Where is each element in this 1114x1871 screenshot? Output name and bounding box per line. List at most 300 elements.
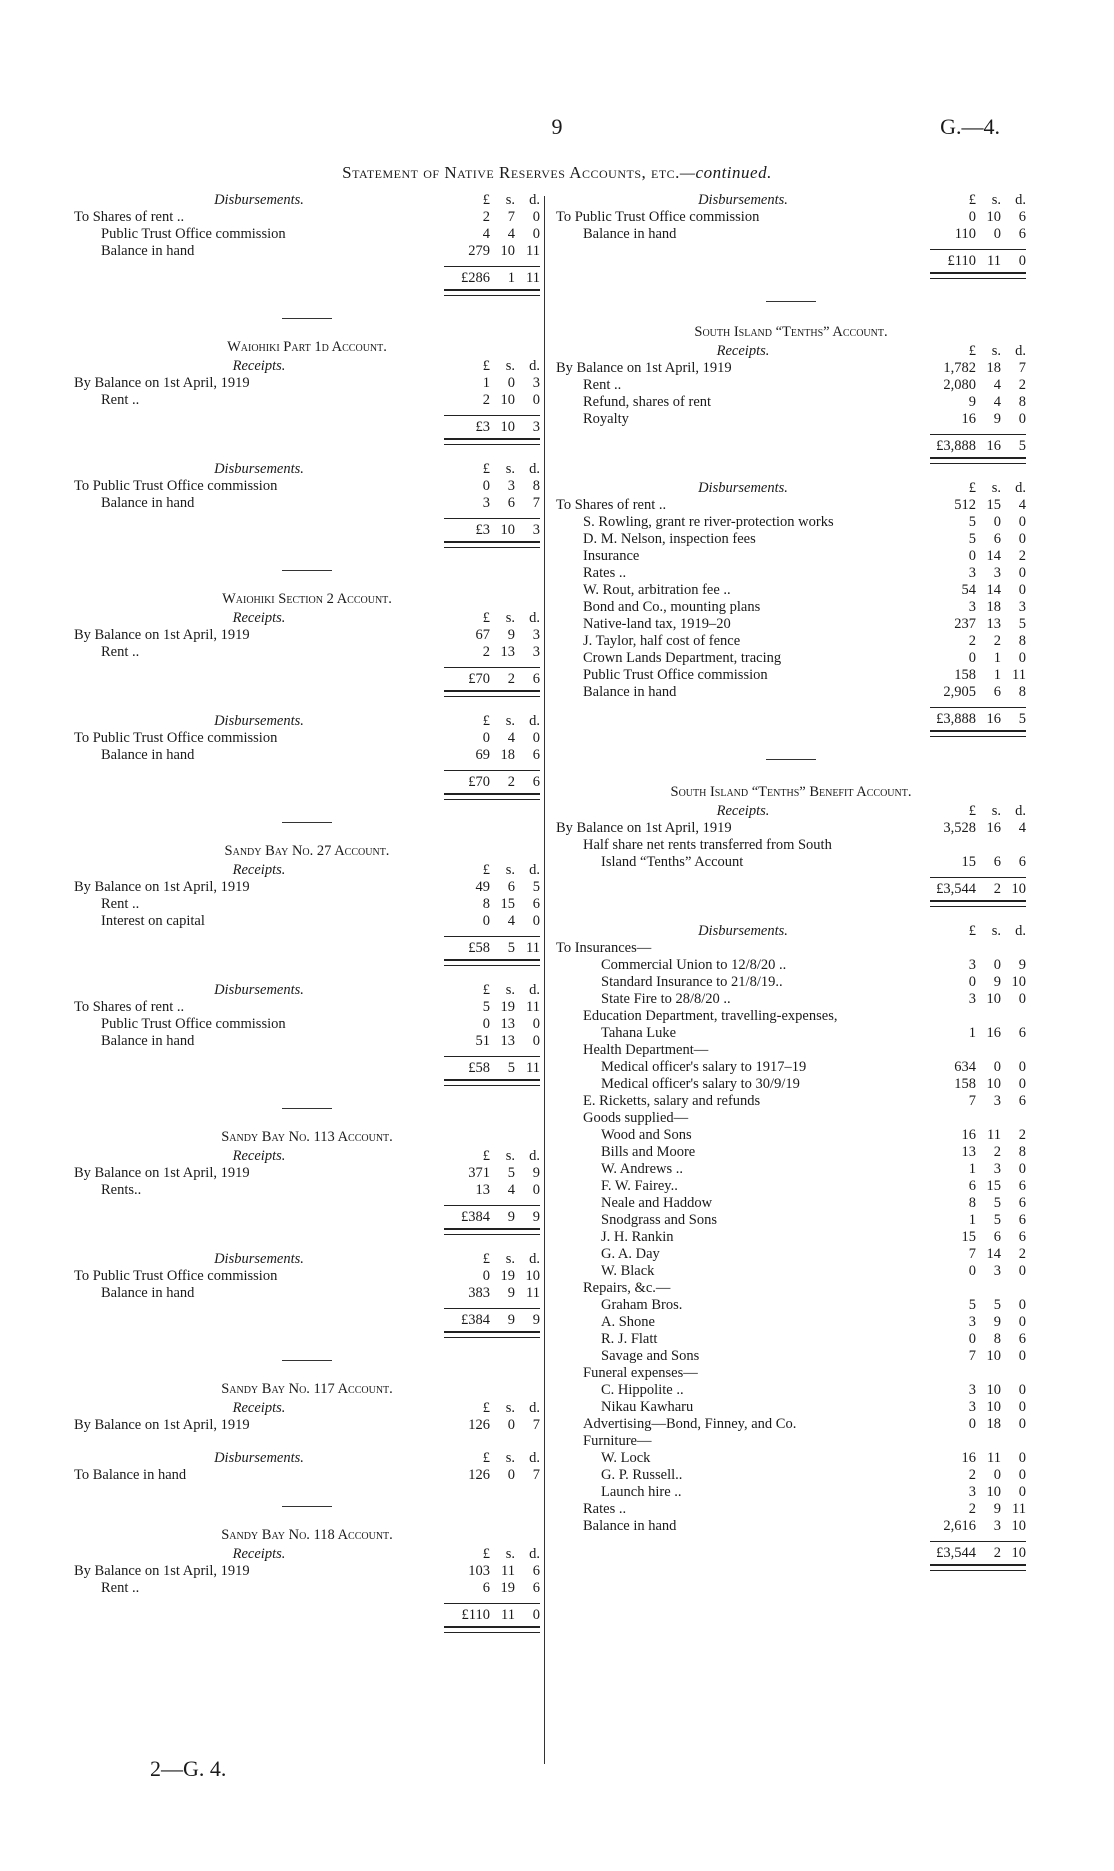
pence-header: d. xyxy=(529,862,540,878)
section-header xyxy=(74,1546,540,1563)
row-pounds: 0 xyxy=(482,1016,490,1032)
ledger-row xyxy=(556,1382,1026,1399)
total-amount xyxy=(444,1056,540,1077)
row-shillings: 3 xyxy=(993,1263,1001,1279)
section-header xyxy=(556,343,1026,360)
total-pence: 3 xyxy=(532,419,540,435)
pence-header: d. xyxy=(1015,803,1026,819)
row-pence: 0 xyxy=(1018,531,1026,547)
row-pence: 0 xyxy=(532,1016,540,1032)
page-number: 9 xyxy=(551,114,563,139)
row-label: State Fire to 28/8/20 .. xyxy=(601,991,731,1007)
section-gap xyxy=(556,464,1026,480)
row-label: Goods supplied— xyxy=(583,1110,689,1126)
row-pence: 5 xyxy=(1018,616,1026,632)
row-amount xyxy=(930,820,1026,837)
row-shillings: 13 xyxy=(500,644,515,660)
double-rule xyxy=(444,690,540,697)
row-pounds: 3 xyxy=(968,1484,976,1500)
total-pence: 6 xyxy=(532,671,540,687)
ledger-row xyxy=(556,1399,1026,1416)
row-pence: 0 xyxy=(532,1182,540,1198)
row-pence: 6 xyxy=(1018,1093,1026,1109)
section-header xyxy=(74,1251,540,1268)
row-amount xyxy=(444,1580,540,1597)
shillings-header: s. xyxy=(991,923,1001,939)
row-amount xyxy=(930,667,1026,684)
double-rule xyxy=(444,541,540,548)
row-pounds: 103 xyxy=(468,1563,490,1579)
row-shillings: 10 xyxy=(986,1484,1001,1500)
total-shillings: 2 xyxy=(993,881,1001,897)
pounds-header: £ xyxy=(968,803,976,819)
currency-header xyxy=(444,461,540,478)
shillings-header: s. xyxy=(505,1546,515,1562)
row-pounds: 0 xyxy=(968,209,976,225)
double-rule xyxy=(444,289,540,296)
row-amount xyxy=(444,1417,540,1434)
row-pence: 8 xyxy=(1018,394,1026,410)
ledger-row xyxy=(556,633,1026,650)
row-label: Medical officer's salary to 1917–19 xyxy=(601,1059,807,1075)
ledger-row xyxy=(556,1144,1026,1161)
total-shillings: 16 xyxy=(986,438,1001,454)
section-header xyxy=(74,713,540,730)
section-heading: Disbursements. xyxy=(698,923,788,939)
ledger-row xyxy=(556,820,1026,837)
row-pounds: 3 xyxy=(968,599,976,615)
row-amount xyxy=(930,565,1026,582)
pounds-header: £ xyxy=(968,923,976,939)
total-underline xyxy=(74,287,540,296)
total-pounds: £286 xyxy=(461,270,490,286)
total-underline xyxy=(556,898,1026,907)
pence-header: d. xyxy=(529,1251,540,1267)
row-label: W. Rout, arbitration fee .. xyxy=(583,582,731,598)
row-shillings: 0 xyxy=(993,514,1001,530)
row-label: Bond and Co., mounting plans xyxy=(583,599,761,615)
ledger-row xyxy=(74,999,540,1016)
section-header xyxy=(74,1148,540,1165)
ledger-row xyxy=(74,747,540,764)
row-pounds: 0 xyxy=(482,1268,490,1284)
currency-header xyxy=(444,610,540,627)
total-row xyxy=(556,707,1026,728)
row-shillings: 11 xyxy=(987,1127,1001,1143)
row-label: Public Trust Office commission xyxy=(101,226,286,242)
row-shillings: 6 xyxy=(507,879,515,895)
row-pounds: 54 xyxy=(961,582,976,598)
column-divider xyxy=(544,196,545,1764)
row-pounds: 69 xyxy=(475,747,490,763)
account-block xyxy=(556,784,1026,1571)
row-label: D. M. Nelson, inspection fees xyxy=(583,531,756,547)
row-label: Advertising—Bond, Finney, and Co. xyxy=(583,1416,797,1432)
total-amount xyxy=(930,434,1026,455)
row-label: By Balance on 1st April, 1919 xyxy=(556,360,732,376)
pence-header: d. xyxy=(529,1546,540,1562)
row-pence: 0 xyxy=(532,1033,540,1049)
row-pence: 0 xyxy=(532,913,540,929)
shillings-header: s. xyxy=(991,480,1001,496)
row-amount xyxy=(930,1195,1026,1212)
row-amount xyxy=(444,730,540,747)
row-amount xyxy=(930,1484,1026,1501)
double-rule xyxy=(930,272,1026,279)
row-amount xyxy=(930,548,1026,565)
total-pounds: £3 xyxy=(475,419,490,435)
row-pence: 0 xyxy=(1018,650,1026,666)
total-pence: 5 xyxy=(1018,438,1026,454)
account-separator xyxy=(766,759,816,760)
row-amount xyxy=(930,1229,1026,1246)
row-shillings: 15 xyxy=(986,1178,1001,1194)
row-amount xyxy=(444,1033,540,1050)
total-pounds: £3,544 xyxy=(936,1545,976,1561)
row-amount xyxy=(930,684,1026,701)
row-label: To Public Trust Office commission xyxy=(74,1268,278,1284)
section-heading: Receipts. xyxy=(232,1148,286,1164)
row-label: To Shares of rent .. xyxy=(74,209,185,225)
row-pence: 0 xyxy=(532,226,540,242)
row-pence: 6 xyxy=(532,1563,540,1579)
ledger-row xyxy=(556,616,1026,633)
total-row xyxy=(556,434,1026,455)
row-amount xyxy=(930,1416,1026,1433)
row-shillings: 6 xyxy=(993,531,1001,547)
row-pounds: 0 xyxy=(968,548,976,564)
ledger-row xyxy=(556,209,1026,226)
ledger-row xyxy=(556,1467,1026,1484)
total-pounds: £3,888 xyxy=(936,438,976,454)
row-amount xyxy=(930,411,1026,428)
row-amount xyxy=(930,1314,1026,1331)
shillings-header: s. xyxy=(505,610,515,626)
row-pence: 0 xyxy=(1018,1076,1026,1092)
row-label: By Balance on 1st April, 1919 xyxy=(74,627,250,643)
total-amount xyxy=(930,1541,1026,1562)
row-pence: 8 xyxy=(532,478,540,494)
total-pounds: £384 xyxy=(461,1312,490,1328)
row-label: Interest on capital xyxy=(101,913,205,929)
row-pence: 6 xyxy=(1018,854,1026,870)
ledger-row xyxy=(74,392,540,409)
row-pounds: 2,616 xyxy=(943,1518,976,1534)
row-label: To Public Trust Office commission xyxy=(74,730,278,746)
row-shillings: 15 xyxy=(986,497,1001,513)
row-label: Balance in hand xyxy=(583,1518,677,1534)
row-amount xyxy=(930,1297,1026,1314)
row-pounds: 126 xyxy=(468,1467,490,1483)
account-title: Sandy Bay No. 118 Account. xyxy=(221,1527,393,1543)
shillings-header: s. xyxy=(505,713,515,729)
total-shillings: 2 xyxy=(507,774,515,790)
row-label: A. Shone xyxy=(601,1314,655,1330)
total-row xyxy=(74,1603,540,1624)
row-label: To Insurances— xyxy=(556,940,652,956)
total-amount xyxy=(444,770,540,791)
ledger-row xyxy=(74,1563,540,1580)
row-label: Balance in hand xyxy=(101,1285,195,1301)
ledger-row xyxy=(74,495,540,512)
row-pence: 3 xyxy=(1018,599,1026,615)
shillings-header: s. xyxy=(505,1251,515,1267)
total-row xyxy=(556,249,1026,270)
shillings-header: s. xyxy=(991,343,1001,359)
ledger-row xyxy=(556,1331,1026,1348)
total-underline xyxy=(74,791,540,800)
section-gap xyxy=(74,697,540,713)
currency-header xyxy=(930,803,1026,820)
account-separator xyxy=(282,822,332,823)
row-shillings: 9 xyxy=(507,1285,515,1301)
ledger-row xyxy=(74,209,540,226)
row-amount xyxy=(930,1348,1026,1365)
ledger-row xyxy=(556,1025,1026,1042)
row-pounds: 371 xyxy=(468,1165,490,1181)
row-pounds: 8 xyxy=(968,1195,976,1211)
row-pence: 7 xyxy=(532,495,540,511)
pounds-header: £ xyxy=(482,713,490,729)
section-heading: Disbursements. xyxy=(214,192,304,208)
account-block xyxy=(556,324,1026,737)
row-label: Rent .. xyxy=(101,644,140,660)
row-pence: 9 xyxy=(532,1165,540,1181)
row-shillings: 0 xyxy=(507,375,515,391)
row-pounds: 13 xyxy=(475,1182,490,1198)
row-label: By Balance on 1st April, 1919 xyxy=(74,375,250,391)
total-underline xyxy=(74,436,540,445)
row-amount xyxy=(444,627,540,644)
double-rule xyxy=(444,959,540,966)
row-shillings: 10 xyxy=(986,1348,1001,1364)
ledger-row xyxy=(556,1365,1026,1382)
row-label: Balance in hand xyxy=(101,1033,195,1049)
pence-header: d. xyxy=(1015,480,1026,496)
row-amount xyxy=(930,1025,1026,1042)
document-reference: G.—4. xyxy=(940,114,1000,139)
row-amount xyxy=(444,209,540,226)
total-row xyxy=(556,877,1026,898)
total-pounds: £70 xyxy=(468,774,490,790)
row-pounds: 0 xyxy=(968,650,976,666)
total-shillings: 5 xyxy=(507,1060,515,1076)
row-shillings: 0 xyxy=(993,957,1001,973)
total-amount xyxy=(444,266,540,287)
row-label: Royalty xyxy=(583,411,629,427)
row-pounds: 0 xyxy=(968,974,976,990)
account-block xyxy=(556,192,1026,279)
row-label: To Shares of rent .. xyxy=(556,497,667,513)
account-block xyxy=(74,1527,540,1633)
currency-header xyxy=(930,923,1026,940)
ledger-row xyxy=(556,684,1026,701)
row-amount xyxy=(444,1182,540,1199)
ledger-row xyxy=(556,531,1026,548)
pence-header: d. xyxy=(529,1148,540,1164)
ledger-row xyxy=(556,360,1026,377)
ledger-row xyxy=(556,1195,1026,1212)
account-title: Sandy Bay No. 27 Account. xyxy=(224,843,390,859)
row-shillings: 1 xyxy=(993,667,1001,683)
row-label: Island “Tenths” Account xyxy=(601,854,744,870)
total-pence: 0 xyxy=(1018,253,1026,269)
row-label: By Balance on 1st April, 1919 xyxy=(74,879,250,895)
ledger-row xyxy=(556,1314,1026,1331)
total-row xyxy=(74,518,540,539)
row-pence: 2 xyxy=(1018,377,1026,393)
row-pounds: 51 xyxy=(475,1033,490,1049)
row-pence: 0 xyxy=(1018,1467,1026,1483)
row-label: Rent .. xyxy=(583,377,622,393)
pence-header: d. xyxy=(529,610,540,626)
row-amount xyxy=(930,1501,1026,1518)
row-label: By Balance on 1st April, 1919 xyxy=(556,820,732,836)
row-label: J. Taylor, half cost of fence xyxy=(583,633,741,649)
row-pounds: 126 xyxy=(468,1417,490,1433)
row-amount xyxy=(930,599,1026,616)
total-row xyxy=(74,936,540,957)
total-underline xyxy=(74,957,540,966)
row-amount xyxy=(930,377,1026,394)
row-pounds: 110 xyxy=(954,226,976,242)
total-pounds: £58 xyxy=(468,1060,490,1076)
row-label: Neale and Haddow xyxy=(601,1195,713,1211)
row-pounds: 5 xyxy=(968,514,976,530)
row-pounds: 8 xyxy=(482,896,490,912)
row-label: By Balance on 1st April, 1919 xyxy=(74,1417,250,1433)
pence-header: d. xyxy=(1015,923,1026,939)
row-amount xyxy=(444,375,540,392)
row-pence: 6 xyxy=(1018,1229,1026,1245)
row-shillings: 15 xyxy=(500,896,515,912)
row-shillings: 11 xyxy=(501,1563,515,1579)
ledger-row xyxy=(74,644,540,661)
total-underline xyxy=(556,1562,1026,1571)
row-shillings: 2 xyxy=(993,1144,1001,1160)
pounds-header: £ xyxy=(968,480,976,496)
row-amount xyxy=(444,243,540,260)
row-amount xyxy=(930,209,1026,226)
pence-header: d. xyxy=(529,1400,540,1416)
shillings-header: s. xyxy=(505,192,515,208)
total-pence: 11 xyxy=(526,270,540,286)
row-shillings: 0 xyxy=(993,1059,1001,1075)
row-label: Rates .. xyxy=(583,1501,627,1517)
section-header xyxy=(556,803,1026,820)
section-heading: Receipts. xyxy=(232,358,286,374)
row-shillings: 14 xyxy=(986,1246,1001,1262)
row-shillings: 10 xyxy=(986,1399,1001,1415)
row-shillings: 9 xyxy=(993,1314,1001,1330)
ledger-row xyxy=(74,896,540,913)
row-amount xyxy=(444,644,540,661)
row-pence: 2 xyxy=(1018,1127,1026,1143)
row-pounds: 0 xyxy=(968,1331,976,1347)
ledger-row xyxy=(556,548,1026,565)
currency-header xyxy=(444,713,540,730)
section-header xyxy=(74,461,540,478)
row-pence: 0 xyxy=(1018,1263,1026,1279)
row-pence: 6 xyxy=(1018,1195,1026,1211)
total-underline xyxy=(556,728,1026,737)
row-shillings: 2 xyxy=(993,633,1001,649)
row-shillings: 6 xyxy=(507,495,515,511)
row-label: G. P. Russell.. xyxy=(601,1467,683,1483)
row-amount xyxy=(444,1563,540,1580)
row-pounds: 49 xyxy=(475,879,490,895)
total-pounds: £110 xyxy=(947,253,976,269)
row-pounds: 67 xyxy=(475,627,490,643)
row-label: Medical officer's salary to 30/9/19 xyxy=(601,1076,800,1092)
account-block xyxy=(74,1129,540,1338)
row-pounds: 16 xyxy=(961,411,976,427)
row-shillings: 1 xyxy=(993,650,1001,666)
row-pounds: 2 xyxy=(968,633,976,649)
total-shillings: 16 xyxy=(986,711,1001,727)
row-shillings: 10 xyxy=(986,209,1001,225)
total-underline xyxy=(556,270,1026,279)
row-pounds: 0 xyxy=(968,1263,976,1279)
row-pounds: 158 xyxy=(954,667,976,683)
account-title: Sandy Bay No. 117 Account. xyxy=(221,1381,393,1397)
row-shillings: 8 xyxy=(993,1331,1001,1347)
row-label: J. H. Rankin xyxy=(601,1229,674,1245)
row-pounds: 9 xyxy=(968,394,976,410)
row-pounds: 634 xyxy=(954,1059,976,1075)
row-pence: 0 xyxy=(1018,991,1026,1007)
row-label: Native-land tax, 1919–20 xyxy=(583,616,731,632)
ledger-row xyxy=(556,1008,1026,1025)
row-pounds: 3,528 xyxy=(943,820,976,836)
row-shillings: 10 xyxy=(986,1076,1001,1092)
account-title: Waiohiki Part 1d Account. xyxy=(227,339,387,355)
row-pence: 0 xyxy=(1018,1161,1026,1177)
row-pounds: 7 xyxy=(968,1348,976,1364)
row-shillings: 4 xyxy=(507,1182,515,1198)
currency-header xyxy=(444,982,540,999)
row-shillings: 13 xyxy=(500,1033,515,1049)
account-separator xyxy=(282,1506,332,1507)
row-pounds: 1 xyxy=(968,1161,976,1177)
row-pence: 0 xyxy=(1018,1314,1026,1330)
row-pounds: 3 xyxy=(482,495,490,511)
row-shillings: 18 xyxy=(986,360,1001,376)
total-pence: 10 xyxy=(1011,1545,1026,1561)
total-amount xyxy=(930,707,1026,728)
total-underline xyxy=(556,455,1026,464)
row-pounds: 1,782 xyxy=(943,360,976,376)
total-underline xyxy=(74,1624,540,1633)
ledger-row xyxy=(556,1484,1026,1501)
ledger-row xyxy=(74,1165,540,1182)
row-pence: 6 xyxy=(532,1580,540,1596)
row-amount xyxy=(930,1161,1026,1178)
section-header xyxy=(74,192,540,209)
row-amount xyxy=(930,497,1026,514)
row-pence: 0 xyxy=(1018,411,1026,427)
account-title: South Island “Tenths” Account. xyxy=(694,324,888,340)
row-pounds: 5 xyxy=(482,999,490,1015)
row-pence: 10 xyxy=(1011,1518,1026,1534)
pounds-header: £ xyxy=(968,343,976,359)
currency-header xyxy=(444,862,540,879)
total-amount xyxy=(444,667,540,688)
currency-header xyxy=(930,480,1026,497)
row-pounds: 3 xyxy=(968,957,976,973)
row-pence: 2 xyxy=(1018,1246,1026,1262)
ledger-row xyxy=(74,1467,540,1484)
